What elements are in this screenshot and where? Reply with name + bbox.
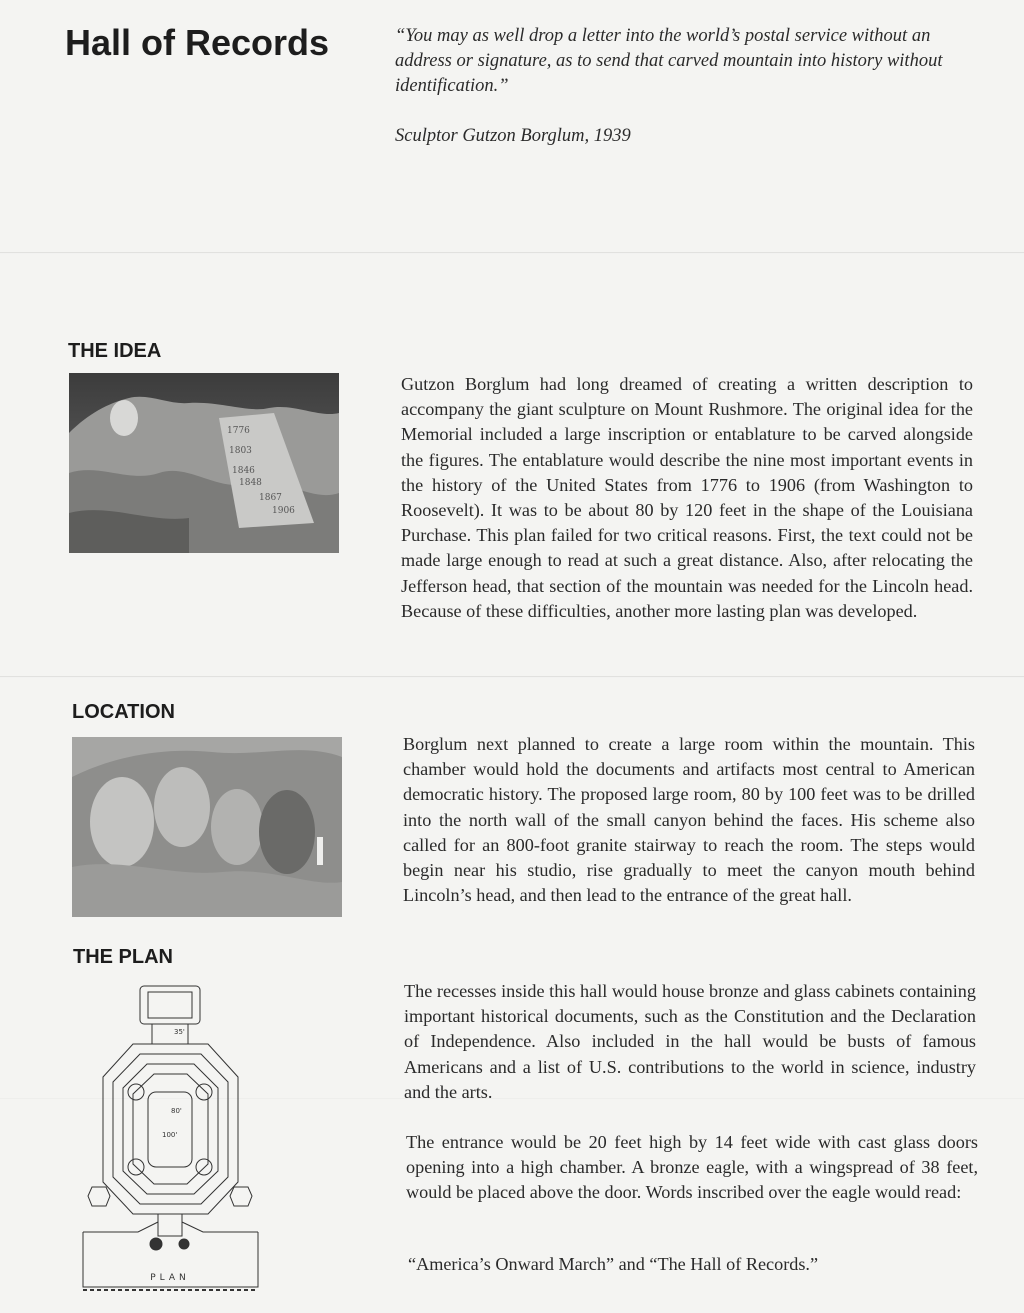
fold-line (0, 252, 1024, 254)
section-heading-idea: THE IDEA (68, 340, 162, 362)
mount-rushmore-photo (72, 737, 342, 917)
location-paragraph: Borglum next planned to create a large room within the mountain. This chamber would hold the documents and artifacts most central to American democratic history. The proposed large room, 80 by 100 feet was to be drilled into the north wall of the small canyon behind the faces. His scheme also called for an 800-foot granite stairway to reach the room. The steps would begin near his studio, rise gradually to meet the canyon mouth behind Lincoln’s head, and then lead to the entrance of the great hall. (403, 734, 975, 906)
section-heading-plan: THE PLAN (73, 946, 173, 968)
plan-paragraph-2: The entrance would be 20 feet high by 14 feet wide with cast glass doors opening into a high chamber. A bronze eagle, with a wingspread of 38 feet, would be placed above the door. Words inscribed over the eagle would read: (406, 1132, 978, 1203)
entablature-year: 1906 (272, 506, 295, 516)
section-heading-location: LOCATION (72, 701, 175, 723)
entablature-year: 1776 (227, 426, 250, 436)
plan-dimension: 35' (174, 1028, 185, 1036)
entablature-photo (69, 373, 339, 553)
entablature-year: 1848 (239, 478, 262, 488)
entablature-year: 1846 (232, 466, 255, 476)
quote-attribution: Sculptor Gutzon Borglum, 1939 (395, 126, 631, 146)
plan-dimension: 80' (171, 1107, 182, 1115)
plan-dimension: 100' (162, 1131, 178, 1139)
plan-paragraph-1: The recesses inside this hall would house bronze and glass cabinets containing important historical documents, such as the Constitution and the Declaration of Independence. Also included in the hall would be busts of famous Americans and a list of U.S. contributions to the world in science, industry and the arts. (404, 981, 976, 1102)
borglum-quote: “You may as well drop a letter into the world’s postal service without an address or signature, as to send that carved mountain into history without identification.” (395, 26, 943, 96)
hall-floor-plan-drawing (78, 982, 263, 1307)
fold-line (0, 676, 1024, 678)
inscription-text: “America’s Onward March” and “The Hall of Records.” (408, 1254, 819, 1274)
idea-paragraph: Gutzon Borglum had long dreamed of creating a written description to accompany the giant sculpture on Mount Rushmore. The original idea for the Memorial included a large inscription or entablature to be carved alongside the figures. The entablature would describe the nine most important events in the history of the United States from 1776 to 1906 (from Washington to Roosevelt). It was to be about 80 by 120 feet in the shape of the Louisiana Purchase. This plan failed for two critical reasons. First, the text could not be made large enough to read at such a great distance. Also, after relocating the Jefferson head, that section of the mountain was needed for the Lincoln head. Because of these difficulties, another more lasting plan was developed. (401, 374, 973, 621)
entablature-year: 1803 (229, 446, 252, 456)
page-title: Hall of Records (65, 22, 330, 63)
entablature-year: 1867 (259, 493, 282, 503)
plan-label: PLAN (150, 1273, 190, 1283)
